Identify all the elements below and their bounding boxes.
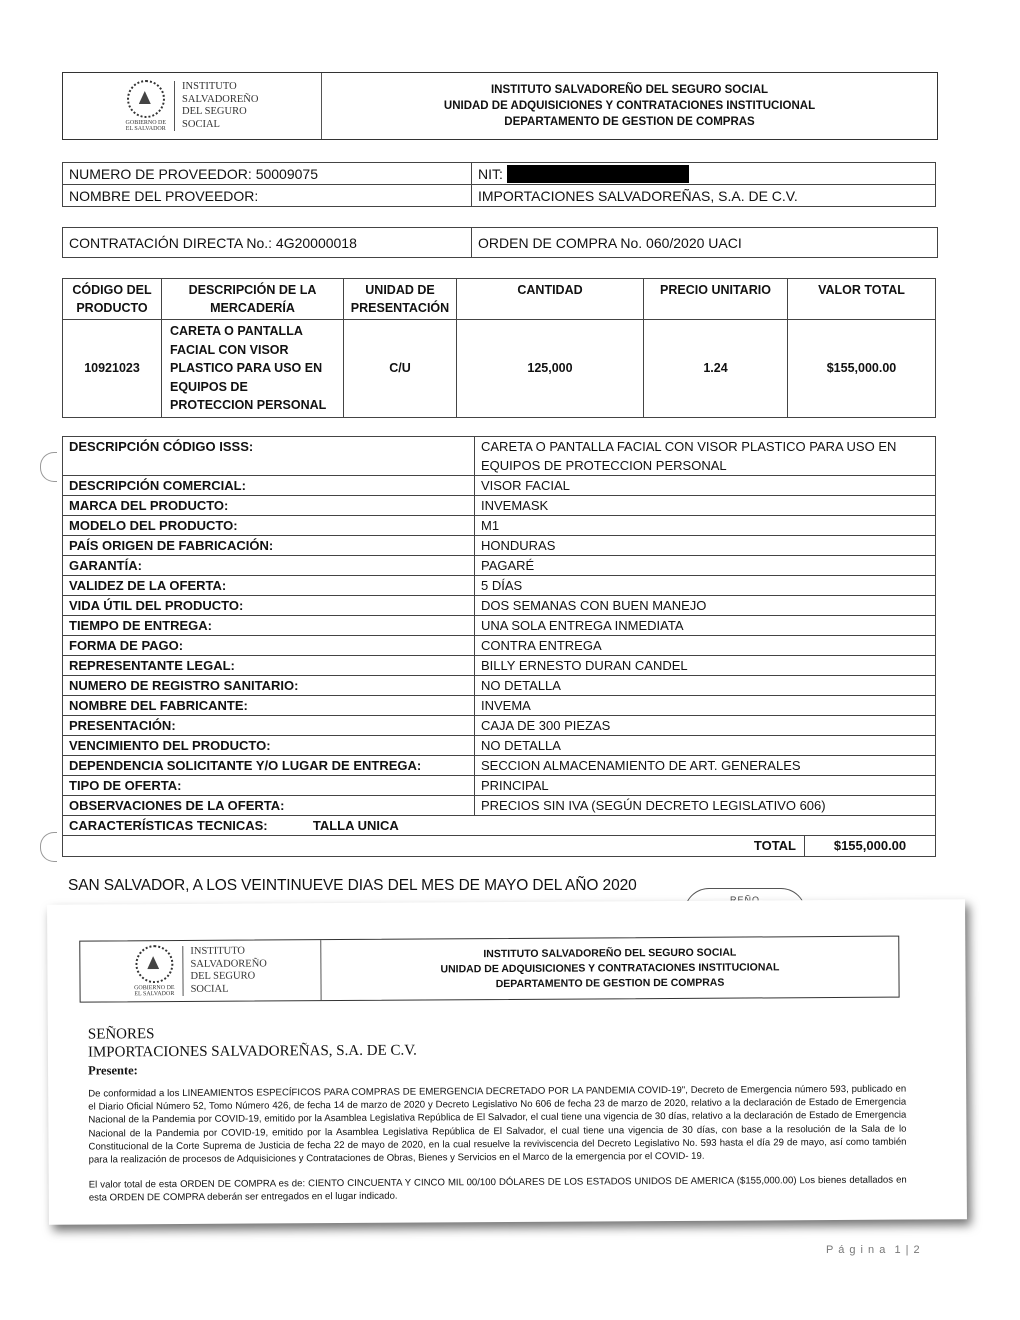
spec-row [63, 656, 936, 676]
spec-label: GARANTÍA: [63, 556, 475, 576]
nit-field: NIT: [472, 163, 935, 184]
contract-box [62, 227, 938, 258]
product-code: 10921023 [63, 320, 162, 418]
spec-row [63, 716, 936, 736]
purchase-order-number: ORDEN DE COMPRA No. 060/2020 UACI [478, 234, 742, 251]
col-header-total: VALOR TOTAL [788, 279, 936, 320]
salutation: SEÑORES [87, 1026, 155, 1043]
spec-label: NUMERO DE REGISTRO SANITARIO: [63, 676, 475, 696]
spec-label: MODELO DEL PRODUCTO: [63, 516, 475, 536]
header-title: INSTITUTO SALVADOREÑO DEL SEGURO SOCIAL UNIDAD DE ADQUISICIONES Y CONTRATACIONES INSTITUCIONAL DEPARTAMENTO DE GESTION DE COMPRAS [440, 946, 780, 990]
letter-body [88, 1022, 907, 1205]
spec-value: INVEMA [475, 696, 936, 716]
total-row [62, 836, 936, 857]
logo-cell [63, 73, 322, 139]
technical-label: CARACTERÍSTICAS TECNICAS: [69, 818, 268, 833]
spec-label: FORMA DE PAGO: [63, 636, 475, 656]
provider-box [62, 162, 936, 207]
technical-value: TALLA UNICA [312, 818, 399, 833]
spec-label: VALIDEZ DE LA OFERTA: [63, 576, 475, 596]
logo-cell [80, 940, 321, 1001]
spec-label: REPRESENTANTE LEGAL: [63, 656, 475, 676]
product-table [62, 278, 936, 418]
spec-row [63, 636, 936, 656]
provider-name-row [62, 185, 936, 207]
product-total: $155,000.00 [788, 320, 936, 418]
spec-value: VISOR FACIAL [475, 476, 936, 496]
institute-name: INSTITUTO SALVADOREÑO DEL SEGURO SOCIAL [182, 945, 267, 996]
spec-label: NOMBRE DEL FABRICANTE: [63, 696, 475, 716]
presente: Presente: [88, 1063, 138, 1078]
spec-row [63, 676, 936, 696]
document-header [62, 72, 938, 140]
spec-value: 5 DÍAS [475, 576, 936, 596]
provider-number: NUMERO DE PROVEEDOR: 50009075 [63, 163, 472, 184]
spec-row [63, 536, 936, 556]
spec-value: NO DETALLA [475, 676, 936, 696]
spec-value: BILLY ERNESTO DURAN CANDEL [475, 656, 936, 676]
spec-row [63, 516, 936, 536]
technical-row [63, 816, 936, 836]
recipient-name: IMPORTACIONES SALVADOREÑAS, S.A. DE C.V. [87, 1042, 417, 1061]
el-salvador-seal-icon [135, 945, 173, 983]
spec-label: PAÍS ORIGEN DE FABRICACIÓN: [63, 536, 475, 556]
direct-contract-number: CONTRATACIÓN DIRECTA No.: 4G20000018 [63, 228, 472, 257]
spec-label: DEPENDENCIA SOLICITANTE Y/O LUGAR DE ENTREGA: [63, 756, 475, 776]
redacted-nit [507, 165, 689, 183]
spec-row [63, 437, 936, 476]
spec-row [63, 616, 936, 636]
spec-row [63, 796, 936, 816]
provider-name-value: IMPORTACIONES SALVADOREÑAS, S.A. DE C.V. [478, 187, 798, 204]
spec-row [63, 756, 936, 776]
spec-label: DESCRIPCIÓN COMERCIAL: [63, 476, 475, 496]
binder-hole-mark [40, 832, 57, 862]
spec-value: INVEMASK [475, 496, 936, 516]
spec-label: TIEMPO DE ENTREGA: [63, 616, 475, 636]
spec-row [63, 596, 936, 616]
spec-label: VENCIMIENTO DEL PRODUCTO: [63, 736, 475, 756]
spec-value: CARETA O PANTALLA FACIAL CON VISOR PLASTICO PARA USO EN EQUIPOS DE PROTECCION PERSONAL [475, 437, 936, 476]
spec-value: PRINCIPAL [475, 776, 936, 796]
specifications-table [62, 436, 936, 857]
spec-row [63, 736, 936, 756]
product-quantity: 125,000 [457, 320, 644, 418]
product-description: CARETA O PANTALLA FACIAL CON VISOR PLASTICO PARA USO EN EQUIPOS DE PROTECCION PERSONAL [162, 320, 344, 418]
spec-row [63, 476, 936, 496]
spec-row [63, 696, 936, 716]
col-header-unit-price: PRECIO UNITARIO [644, 279, 788, 320]
institute-name: INSTITUTO SALVADOREÑO DEL SEGURO SOCIAL [174, 81, 258, 131]
spec-value: M1 [475, 516, 936, 536]
spec-label: TIPO DE OFERTA: [63, 776, 475, 796]
spec-value: CAJA DE 300 PIEZAS [475, 716, 936, 736]
spec-value: PAGARÉ [475, 556, 936, 576]
seal-caption: GOBIERNO DE EL SALVADOR [125, 120, 167, 132]
order-total-paragraph: El valor total de esta ORDEN DE COMPRA es de: CIENTO CINCUENTA Y CINCO MIL 00/100 DÓLARES DE LOS ESTADOS UNIDOS DE AMERICA ($155,000.00) Los bienes detallados en esta ORDEN DE COMPRA deberán ser entregados en el lugar indicado. [88, 1174, 907, 1204]
binder-hole-mark [40, 452, 57, 482]
spec-row [63, 556, 936, 576]
page-number: P á g i n a 1 | 2 [826, 1244, 921, 1256]
legal-basis-paragraph: De conformidad a los LINEAMIENTOS ESPECÍFICOS PARA COMPRAS DE EMERGENCIA DECRETADO POR LA PANDEMIA COVID-19", Decreto de Emergencia número 593, publicado en el Diario Oficial Número 52, Tomo Número 426, de fecha 14 de marzo de 2020 y Decreto Legislativo No 606 de fecha 23 de marzo de 2020, relativo a la declaración de Estado de Emergencia Nacional de la Pandemia por COVID-19, emitido por la Asamblea Legislativa República de El Salvador, el cual tiene una vigencia de 30 días, relativo a la declaración de Estado de Emergencia Nacional de la Pandemia por COVID-19, emitido por la Asamblea Legislativa República de El Salvador, el cual tiene una vigencia de 30 días, con base a la resolución de la Sala de lo Constitucional de la Corte Suprema de Justicia de fecha 22 de mayo de 2020, en la cual resuelve la reviviscencia del Decreto Legislativo No. 593 hasta el día 29 de mayo, así como también para la realización de procesos de Adquisiciones y Contrataciones de Obras, Bienes y Servicios en el Marco de la emergencia por el COVID- 19. [88, 1083, 907, 1166]
col-header-quantity: CANTIDAD [457, 279, 644, 320]
government-seal: GOBIERNO DE EL SALVADOR [134, 945, 175, 997]
spec-value: PRECIOS SIN IVA (SEGÚN DECRETO LEGISLATIVO 606) [475, 796, 936, 816]
spec-row [63, 776, 936, 796]
spec-value: CONTRA ENTREGA [475, 636, 936, 656]
government-seal [126, 80, 167, 132]
spec-label: DESCRIPCIÓN CÓDIGO ISSS: [63, 437, 475, 476]
total-label: TOTAL [63, 836, 805, 856]
provider-number-row [62, 162, 936, 185]
second-page-sheet [47, 899, 967, 1225]
spec-label: VIDA ÚTIL DEL PRODUCTO: [63, 596, 475, 616]
spec-label: OBSERVACIONES DE LA OFERTA: [63, 796, 475, 816]
total-value: $155,000.00 [833, 838, 907, 853]
el-salvador-seal-icon [127, 80, 165, 118]
spec-label: MARCA DEL PRODUCTO: [63, 496, 475, 516]
spec-row [63, 496, 936, 516]
provider-name-label: NOMBRE DEL PROVEEDOR: [63, 185, 472, 206]
spec-value: SECCION ALMACENAMIENTO DE ART. GENERALES [475, 756, 936, 776]
product-unit-price: 1.24 [644, 320, 788, 418]
spec-value: UNA SOLA ENTREGA INMEDIATA [475, 616, 936, 636]
spec-value: DOS SEMANAS CON BUEN MANEJO [475, 596, 936, 616]
col-header-code: CÓDIGO DEL PRODUCTO [63, 279, 162, 320]
second-page-header [79, 936, 899, 1003]
header-title: INSTITUTO SALVADOREÑO DEL SEGURO SOCIAL UNIDAD DE ADQUISICIONES Y CONTRATACIONES INSTITUCIONAL DEPARTAMENTO DE GESTION DE COMPRAS [443, 84, 816, 128]
spec-label: PRESENTACIÓN: [63, 716, 475, 736]
spec-value: HONDURAS [475, 536, 936, 556]
spec-row [63, 576, 936, 596]
col-header-unit: UNIDAD DE PRESENTACIÓN [344, 279, 457, 320]
spec-value: NO DETALLA [475, 736, 936, 756]
product-unit: C/U [344, 320, 457, 418]
product-table-header [63, 279, 936, 320]
col-header-description: DESCRIPCIÓN DE LA MERCADERÍA [162, 279, 344, 320]
date-line: SAN SALVADOR, A LOS VEINTINUEVE DIAS DEL MES DE MAYO DEL AÑO 2020 [68, 877, 637, 894]
table-row [63, 320, 936, 418]
